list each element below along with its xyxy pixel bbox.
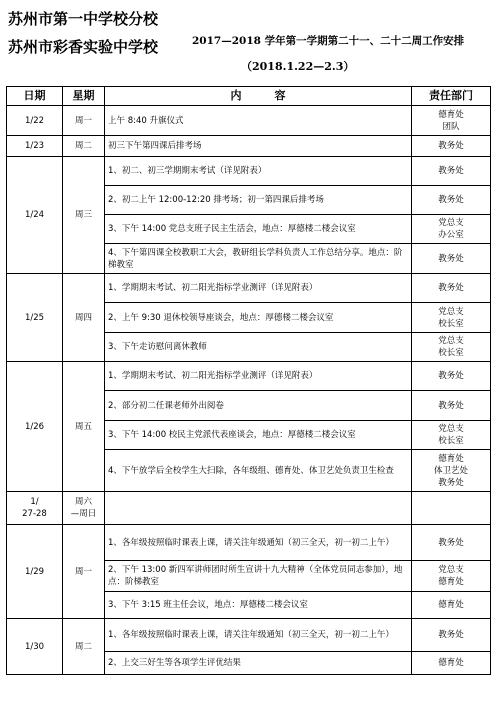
date-cell: 1/24 <box>7 157 63 274</box>
date-cell: 1/ 27-28 <box>7 492 63 525</box>
dept-cell: 德育处 <box>412 652 491 675</box>
table-row <box>7 274 491 303</box>
dept-cell: 党总支 办公室 <box>412 215 491 244</box>
dept-cell: 党总支 校长室 <box>412 333 491 362</box>
task-cell: 1、各年级按照临时课表上课，请关注年级通知（初三全天，初一初二上午） <box>105 619 412 652</box>
dept-cell: 党总支 校长室 <box>412 303 491 333</box>
table-row <box>7 619 491 652</box>
dept-cell: 党总支 德育处 <box>412 561 491 592</box>
task-cell: 3、下午 14:00 党总支班子民主生活会，地点：厚德楼二楼会议室 <box>105 215 412 244</box>
dept-cell: 德育处 <box>412 592 491 619</box>
weekday-cell: 周二 <box>63 619 105 675</box>
dept-cell: 党总支 校长室 <box>412 421 491 450</box>
task-cell: 1、学期期末考试、初二阳光指标学业测评（详见附表） <box>105 274 412 303</box>
table-row <box>7 492 491 525</box>
task-cell: 2、部分初二任课老师外出阅卷 <box>105 391 412 421</box>
task-cell: 上午 8:40 升旗仪式 <box>105 106 412 136</box>
task-cell: 1、各年级按照临时课表上课，请关注年级通知（初三全天，初一初二上午） <box>105 525 412 561</box>
dept-cell: 教务处 <box>412 186 491 215</box>
dept-cell: 教务处 <box>412 244 491 274</box>
date-range: （2018.1.22—2.3） <box>241 60 355 73</box>
task-cell <box>105 492 412 525</box>
table-row <box>7 106 491 136</box>
dept-cell: 教务处 <box>412 157 491 186</box>
col-header-content: 内 容 <box>105 87 412 106</box>
dept-cell: 德育处 体卫艺处 教务处 <box>412 450 491 492</box>
school-name-2: 苏州市彩香实验中学校 <box>8 38 159 56</box>
dept-cell: 教务处 <box>412 362 491 391</box>
task-cell: 4、下午第四课全校教职工大会，教研组长学科负责人工作总结分享。地点：阶梯教室 <box>105 244 412 274</box>
header-row <box>7 87 491 106</box>
date-cell: 1/25 <box>7 274 63 362</box>
task-cell: 1、学期期末考试、初二阳光指标学业测评（详见附表） <box>105 362 412 391</box>
task-cell: 3、下午 3:15 班主任会议，地点：厚德楼二楼会议室 <box>105 592 412 619</box>
date-cell: 1/30 <box>7 619 63 675</box>
weekday-cell: 周一 <box>63 106 105 136</box>
weekday-cell: 周二 <box>63 136 105 157</box>
task-cell: 2、初二上午 12:00-12:20 排考场；初一第四课后排考场 <box>105 186 412 215</box>
dept-cell: 教务处 <box>412 274 491 303</box>
task-cell: 4、下午放学后全校学生大扫除，各年级组、德育处、体卫艺处负责卫生检查 <box>105 450 412 492</box>
task-cell: 2、下午 13:00 新四军讲师团时所生宣讲十九大精神（全体党员同志参加），地点：阶梯教室 <box>105 561 412 592</box>
schedule-table <box>6 86 491 675</box>
dept-cell: 教务处 <box>412 391 491 421</box>
dept-cell: 教务处 <box>412 136 491 157</box>
task-cell: 1、初二、初三学期期末考试（详见附表） <box>105 157 412 186</box>
task-cell: 2、上午 9:30 退休校领导座谈会，地点：厚德楼二楼会议室 <box>105 303 412 333</box>
col-header-date: 日期 <box>7 87 63 106</box>
dept-cell: 教务处 <box>412 525 491 561</box>
date-cell: 1/22 <box>7 106 63 136</box>
school-name-1: 苏州市第一中学校分校 <box>8 10 159 28</box>
weekday-cell: 周一 <box>63 525 105 619</box>
task-cell: 3、下午 14:00 校民主党派代表座谈会，地点：厚德楼二楼会议室 <box>105 421 412 450</box>
weekday-cell: 周六 —周日 <box>63 492 105 525</box>
date-cell: 1/26 <box>7 362 63 492</box>
weekday-cell: 周五 <box>63 362 105 492</box>
schedule-title: 2017—2018 学年第一学期第二十一、二十二周工作安排 <box>192 35 465 47</box>
dept-cell: 德育处 团队 <box>412 106 491 136</box>
task-cell: 3、下午走访慰问离休教师 <box>105 333 412 362</box>
date-cell: 1/23 <box>7 136 63 157</box>
task-cell: 2、上交三好生等各项学生评优结果 <box>105 652 412 675</box>
weekday-cell: 周三 <box>63 157 105 274</box>
table-row <box>7 136 491 157</box>
date-cell: 1/29 <box>7 525 63 619</box>
task-cell: 初三下午第四课后排考场 <box>105 136 412 157</box>
dept-cell: 教务处 <box>412 619 491 652</box>
col-header-weekday: 星期 <box>63 87 105 106</box>
table-row <box>7 362 491 391</box>
weekday-cell: 周四 <box>63 274 105 362</box>
dept-cell <box>412 492 491 525</box>
table-row <box>7 157 491 186</box>
col-header-dept: 责任部门 <box>412 87 491 106</box>
table-row <box>7 525 491 561</box>
